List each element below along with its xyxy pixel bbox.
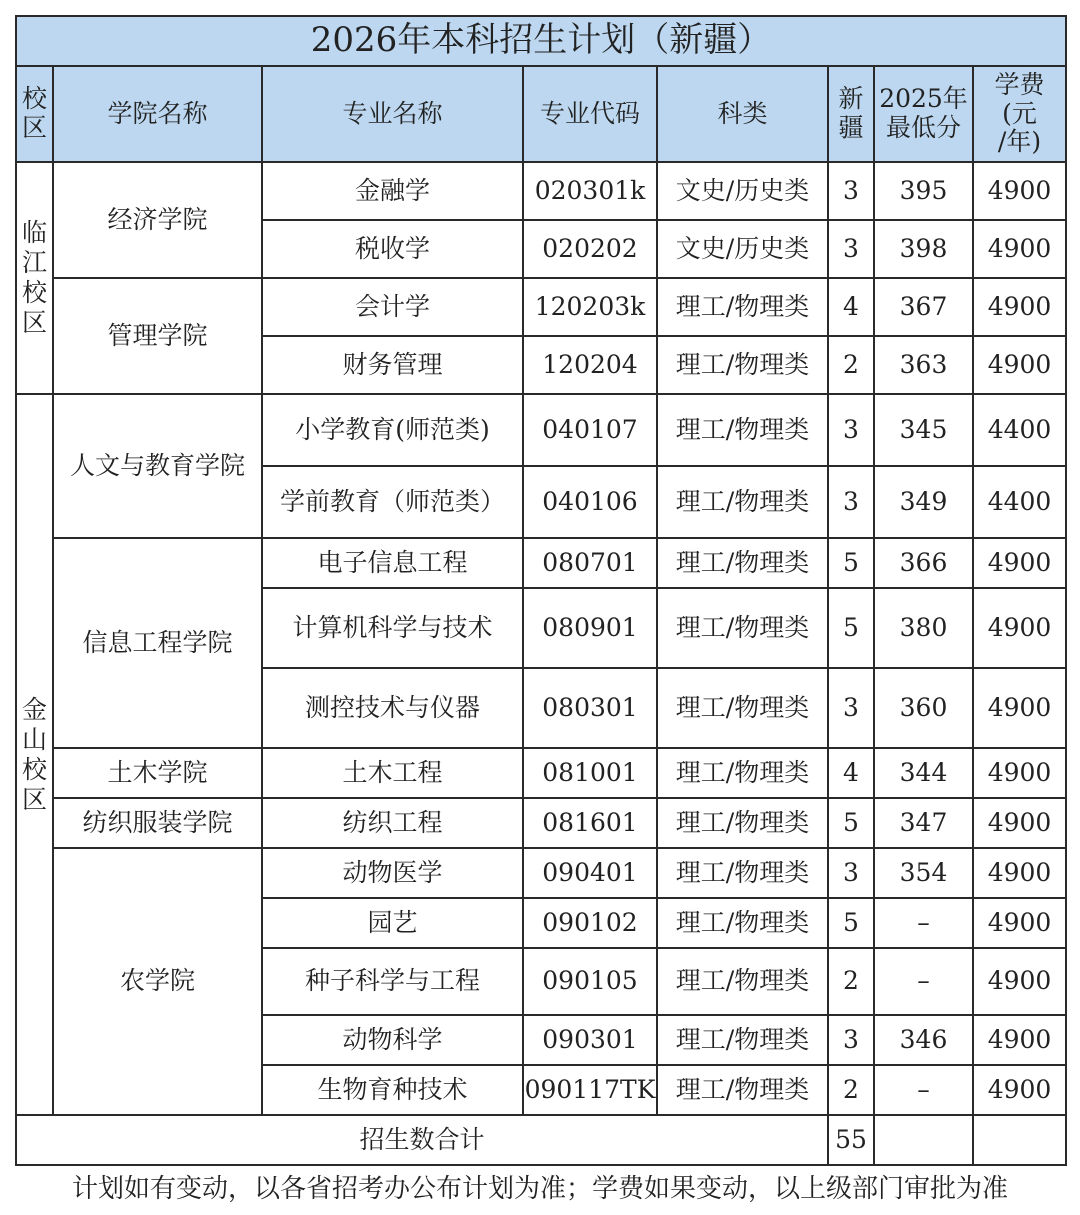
- code-cell: 090105: [523, 948, 657, 1015]
- category-cell: 文史/历史类: [657, 162, 828, 220]
- code-cell: 120203k: [523, 278, 657, 336]
- category-cell: 理工/物理类: [657, 394, 828, 466]
- total-label: 招生数合计: [16, 1115, 828, 1165]
- category-cell: 理工/物理类: [657, 1065, 828, 1115]
- quota-cell: 2: [828, 336, 874, 394]
- quota-cell: 5: [828, 538, 874, 588]
- min-score-cell: 380: [874, 588, 973, 668]
- category-cell: 理工/物理类: [657, 748, 828, 798]
- major-cell: 学前教育（师范类）: [262, 466, 523, 538]
- fee-cell: 4900: [973, 798, 1066, 848]
- fee-cell: 4900: [973, 748, 1066, 798]
- enrollment-plan-table: [15, 15, 1067, 1166]
- min-score-cell: 347: [874, 798, 973, 848]
- code-cell: 080901: [523, 588, 657, 668]
- fee-cell: 4900: [973, 668, 1066, 748]
- fee-cell: 4900: [973, 588, 1066, 668]
- table-row: [16, 848, 1066, 898]
- header-row: [16, 66, 1066, 162]
- min-score-cell: –: [874, 948, 973, 1015]
- fee-cell: 4900: [973, 538, 1066, 588]
- min-score-cell: 344: [874, 748, 973, 798]
- total-row: [16, 1115, 1066, 1165]
- category-cell: 文史/历史类: [657, 220, 828, 278]
- college-civil-engineering: 土木学院: [53, 748, 262, 798]
- quota-cell: 2: [828, 948, 874, 1015]
- category-cell: 理工/物理类: [657, 588, 828, 668]
- major-cell: 财务管理: [262, 336, 523, 394]
- table-row: [16, 394, 1066, 466]
- enrollment-plan-sheet: [15, 15, 1065, 1166]
- college-information-engineering: 信息工程学院: [53, 538, 262, 748]
- college-economics: 经济学院: [53, 162, 262, 278]
- quota-cell: 3: [828, 848, 874, 898]
- fee-cell: 4400: [973, 394, 1066, 466]
- major-cell: 种子科学与工程: [262, 948, 523, 1015]
- table-row: [16, 162, 1066, 220]
- major-cell: 动物医学: [262, 848, 523, 898]
- major-cell: 金融学: [262, 162, 523, 220]
- total-empty-cell: [874, 1115, 973, 1165]
- fee-cell: 4900: [973, 948, 1066, 1015]
- code-cell: 090102: [523, 898, 657, 948]
- fee-cell: 4900: [973, 898, 1066, 948]
- min-score-cell: 395: [874, 162, 973, 220]
- quota-cell: 5: [828, 588, 874, 668]
- campus-jinshan: 金 山 校 区: [16, 394, 53, 1115]
- code-cell: 080301: [523, 668, 657, 748]
- min-score-cell: 363: [874, 336, 973, 394]
- header-min-score: 2025年 最低分: [874, 66, 973, 162]
- code-cell: 080701: [523, 538, 657, 588]
- total-value: 55: [828, 1115, 874, 1165]
- major-cell: 税收学: [262, 220, 523, 278]
- quota-cell: 3: [828, 162, 874, 220]
- min-score-cell: 354: [874, 848, 973, 898]
- code-cell: 081001: [523, 748, 657, 798]
- quota-cell: 4: [828, 748, 874, 798]
- table-row: [16, 538, 1066, 588]
- quota-cell: 5: [828, 898, 874, 948]
- header-code: 专业代码: [523, 66, 657, 162]
- header-college: 学院名称: [53, 66, 262, 162]
- major-cell: 动物科学: [262, 1015, 523, 1065]
- category-cell: 理工/物理类: [657, 336, 828, 394]
- fee-cell: 4900: [973, 1065, 1066, 1115]
- fee-cell: 4900: [973, 220, 1066, 278]
- fee-cell: 4900: [973, 1015, 1066, 1065]
- quota-cell: 4: [828, 278, 874, 336]
- major-cell: 生物育种技术: [262, 1065, 523, 1115]
- header-quota: 新 疆: [828, 66, 874, 162]
- table-row: [16, 278, 1066, 336]
- min-score-cell: 346: [874, 1015, 973, 1065]
- major-cell: 测控技术与仪器: [262, 668, 523, 748]
- quota-cell: 3: [828, 220, 874, 278]
- category-cell: 理工/物理类: [657, 948, 828, 1015]
- title-row: [16, 16, 1066, 66]
- table-row: [16, 798, 1066, 848]
- category-cell: 理工/物理类: [657, 538, 828, 588]
- min-score-cell: 345: [874, 394, 973, 466]
- code-cell: 020202: [523, 220, 657, 278]
- category-cell: 理工/物理类: [657, 848, 828, 898]
- min-score-cell: 367: [874, 278, 973, 336]
- header-major: 专业名称: [262, 66, 523, 162]
- min-score-cell: –: [874, 1065, 973, 1115]
- table-row: [16, 748, 1066, 798]
- code-cell: 090117TK: [523, 1065, 657, 1115]
- campus-linjiang: 临 江 校 区: [16, 162, 53, 394]
- fee-cell: 4400: [973, 466, 1066, 538]
- code-cell: 120204: [523, 336, 657, 394]
- min-score-cell: –: [874, 898, 973, 948]
- quota-cell: 3: [828, 394, 874, 466]
- major-cell: 园艺: [262, 898, 523, 948]
- code-cell: 090301: [523, 1015, 657, 1065]
- fee-cell: 4900: [973, 278, 1066, 336]
- quota-cell: 3: [828, 1015, 874, 1065]
- fee-cell: 4900: [973, 162, 1066, 220]
- college-humanities-education: 人文与教育学院: [53, 394, 262, 538]
- major-cell: 会计学: [262, 278, 523, 336]
- major-cell: 纺织工程: [262, 798, 523, 848]
- category-cell: 理工/物理类: [657, 1015, 828, 1065]
- table-title: 2026年本科招生计划（新疆）: [16, 16, 1066, 66]
- major-cell: 土木工程: [262, 748, 523, 798]
- college-agriculture: 农学院: [53, 848, 262, 1115]
- category-cell: 理工/物理类: [657, 898, 828, 948]
- code-cell: 040107: [523, 394, 657, 466]
- category-cell: 理工/物理类: [657, 278, 828, 336]
- category-cell: 理工/物理类: [657, 798, 828, 848]
- header-campus: 校 区: [16, 66, 53, 162]
- major-cell: 小学教育(师范类): [262, 394, 523, 466]
- major-cell: 电子信息工程: [262, 538, 523, 588]
- fee-cell: 4900: [973, 336, 1066, 394]
- code-cell: 040106: [523, 466, 657, 538]
- category-cell: 理工/物理类: [657, 668, 828, 748]
- min-score-cell: 349: [874, 466, 973, 538]
- min-score-cell: 366: [874, 538, 973, 588]
- header-fee: 学费 (元 /年): [973, 66, 1066, 162]
- header-category: 科类: [657, 66, 828, 162]
- min-score-cell: 398: [874, 220, 973, 278]
- code-cell: 020301k: [523, 162, 657, 220]
- college-management: 管理学院: [53, 278, 262, 394]
- quota-cell: 3: [828, 466, 874, 538]
- category-cell: 理工/物理类: [657, 466, 828, 538]
- college-textile-apparel: 纺织服装学院: [53, 798, 262, 848]
- footer-note: 计划如有变动，以各省招考办公布计划为准；学费如果变动，以上级部门审批为准: [71, 1174, 1008, 1204]
- code-cell: 081601: [523, 798, 657, 848]
- fee-cell: 4900: [973, 848, 1066, 898]
- total-empty-cell: [973, 1115, 1066, 1165]
- quota-cell: 5: [828, 798, 874, 848]
- code-cell: 090401: [523, 848, 657, 898]
- quota-cell: 2: [828, 1065, 874, 1115]
- quota-cell: 3: [828, 668, 874, 748]
- major-cell: 计算机科学与技术: [262, 588, 523, 668]
- min-score-cell: 360: [874, 668, 973, 748]
